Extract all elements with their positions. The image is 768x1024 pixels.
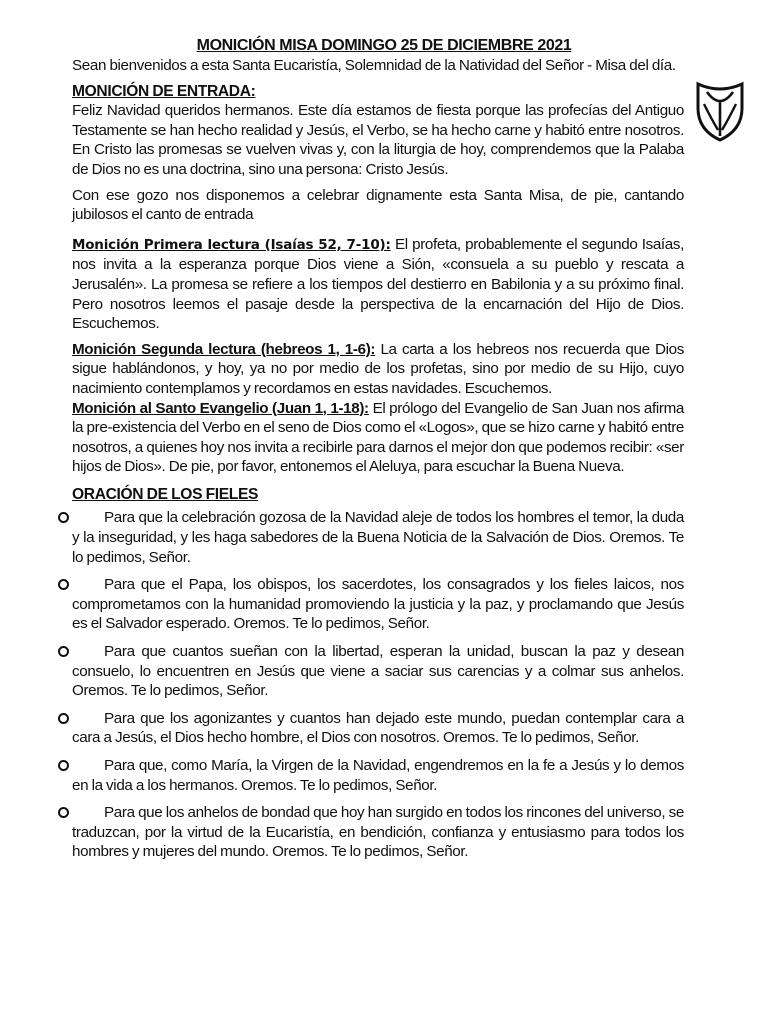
fieles-heading: ORACIÓN DE LOS FIELES [72,485,259,503]
entrada-paragraph-1: Feliz Navidad queridos hermanos. Este día estamos de fiesta porque las profecías del Antiguo Testamente se han hecho realidad y Jesús, el Verbo, se ha hecho carne y habitó entre nosotros. En Cristo las promesas se vuelven vivas y, con la liturgia de hoy, comprendemos que la Palaba de Dios no es una doctrina, sino una persona: Cristo Jesús. [72,102,684,178]
prayer-text: Para que el Papa, los obispos, los sacerdotes, los consagrados y los fieles laicos, nos comprometamos con la humanidad promoviendo la justicia y la paz, y proclamando que Jesús es el Salvador esperado. Oremos. Te lo pedimos, Señor. [72,576,684,633]
primera-lectura-label: Monición Primera lectura (Isaías 52, 7-10): [72,236,391,253]
entrada-paragraph-2: Con ese gozo nos disponemos a celebrar dignamente esta Santa Misa, de pie, cantando jubilosos el canto de entrada [72,186,684,224]
segunda-lectura-label: Monición Segunda lectura (hebreos 1, 1-6): [72,340,376,358]
bullet-icon [58,713,69,724]
evangelio-text: El prólogo del Evangelio de San Juan nos afirma la pre-existencia del Verbo en el seno de Dios como el «Logos», que se hizo carne y habitó entre nosotros, a quienes hoy nos invita a recibirle para darnos el mejor don que podemos recibir: «ser hijos de Dios». De pie, por favor, entonemos el Aleluya, para escuchar la Buena Nueva. [72,399,684,476]
bullet-icon [58,646,69,657]
list-item [72,756,684,795]
prayer-text: Para que, como María, la Virgen de la Navidad, engendremos en la fe a Jesús y lo demos en la vida a los hermanos. Oremos. Te lo pedimos, Señor. [72,757,684,794]
list-item [72,709,684,748]
intro-paragraph: Sean bienvenidos a esta Santa Eucaristía, Solemnidad de la Natividad del Señor - Misa del día. [72,57,676,74]
primera-lectura-text: El profeta, probablemente el segundo Isaías, nos invita a la esperanza porque Dios viene a Sión, «consuela a su pueblo y rescata a Jerusalén». La promesa se refiere a los tiempos del destierro en Babilonia y a su próximo final. Pero nosotros leemos el pasaje desde la perspectiva de la encarnación del Hijo de Dios. Escuchemos. [72,235,684,333]
evangelio-label: Monición al Santo Evangelio (Juan 1, 1-18): [72,399,369,417]
bullet-icon [58,760,69,771]
prayer-text: Para que los anhelos de bondad que hoy han surgido en todos los rincones del universo, se traduzcan, por la virtud de la Eucaristía, en bendición, confianza y entusiasmo para todos los hombres y mujeres del mundo. Oremos. Te lo pedimos, Señor. [72,804,684,861]
prayer-text: Para que los agonizantes y cuantos han dejado este mundo, puedan contemplar cara a cara a Jesús, el Dios hecho hombre, el Dios con nosotros. Oremos. Te lo pedimos, Señor. [72,709,684,747]
prayer-text: Para que la celebración gozosa de la Navidad aleje de todos los hombres el temor, la duda y la inseguridad, y les haga sabedores de la Buena Noticia de la Salvación de Dios. Oremos. Te lo pedimos, Señor. [72,509,684,566]
list-item [72,642,684,701]
list-item [72,508,684,567]
evangelio-paragraph [72,399,684,477]
prayer-text: Para que cuantos sueñan con la libertad, esperan la unidad, buscan la paz y desean consuelo, lo encuentren en Jesús que viene a saciar sus carencias y a colmar sus anhelos. Oremos. Te lo pedimos, Señor. [72,643,684,700]
segunda-lectura-text: La carta a los hebreos nos recuerda que Dios sigue hablándonos, y hoy, ya no por medio de los profetas, sino por medio de su Hijo, cuyo nacimiento contemplamos y recordamos en estas navidades. Escuchemos. [72,340,684,397]
shield-emblem-icon [694,80,746,142]
bullet-icon [58,512,69,523]
document-body [72,56,684,870]
segunda-lectura-paragraph [72,340,684,399]
entrada-heading: MONICIÓN DE ENTRADA: [72,82,256,100]
bullet-icon [58,807,69,818]
prayer-list [72,508,684,862]
list-item [72,803,684,862]
bullet-icon [58,579,69,590]
primera-lectura-paragraph [72,235,684,334]
list-item [72,575,684,634]
document-title: MONICIÓN MISA DOMINGO 25 DE DICIEMBRE 2021 [196,37,572,54]
